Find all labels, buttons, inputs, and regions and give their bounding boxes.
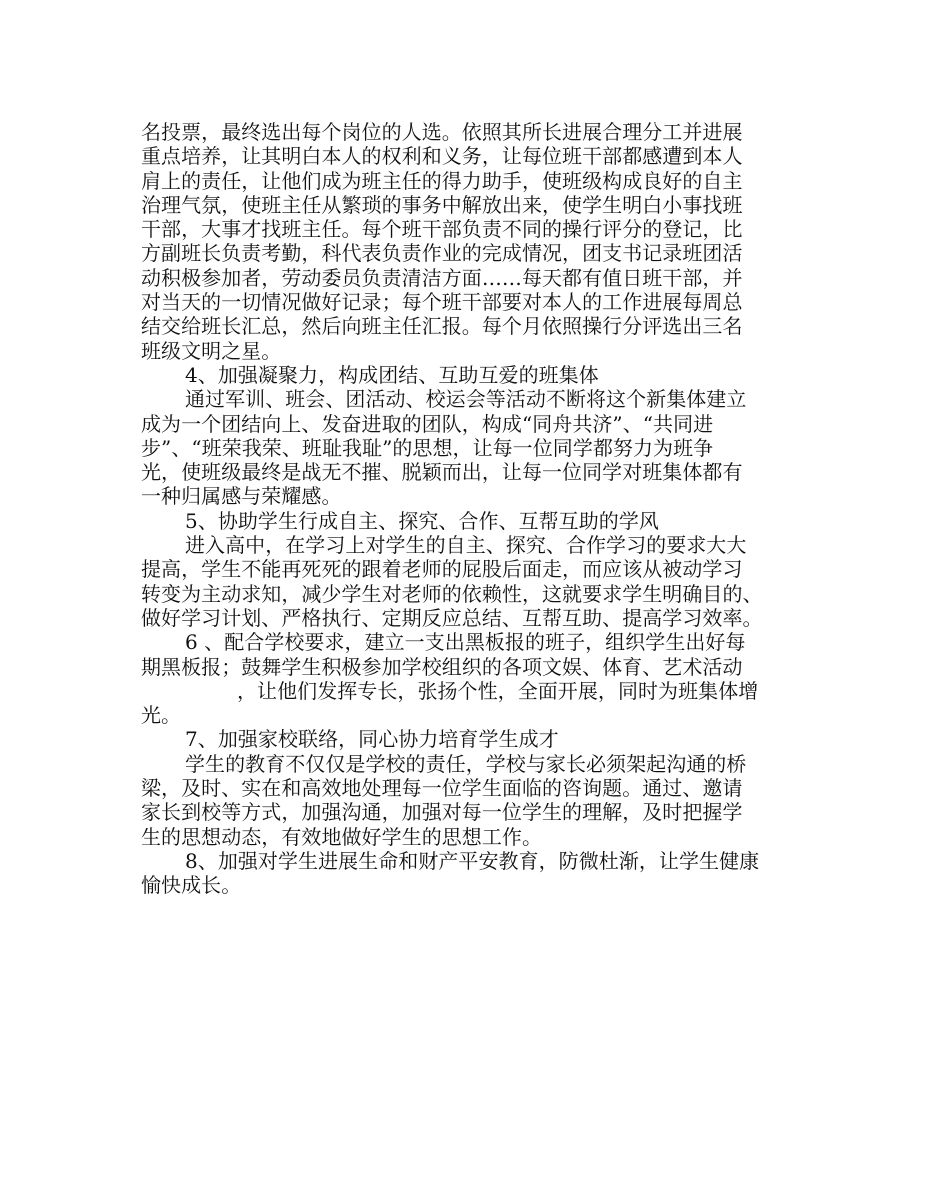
section-heading-5: 5、协助学生行成自主、探究、合作、互帮互助的学风 (185, 508, 659, 533)
text-line: 家长到校等方式，加强沟通，加强对每一位学生的理解，及时把握学 (141, 800, 743, 825)
text-line: 期黑板报；鼓舞学生积极参加学校组织的各项文娱、体育、艺术活动 (141, 654, 743, 679)
text-line: 学生的教育不仅仅是学校的责任，学校与家长必须架起沟通的桥 (185, 751, 747, 776)
text-line: 成为一个团结向上、发奋进取的团队，构成“同舟共济”、“共同进 (141, 411, 714, 436)
text-line: 方副班长负责考勤，科代表负责作业的完成情况，团支书记录班团活 (141, 241, 743, 266)
text-line-gapped (141, 679, 831, 703)
text-line: 一种归属感与荣耀感。 (141, 484, 342, 509)
section-heading-4: 4、加强凝聚力，构成团结、互助互爱的班集体 (185, 362, 599, 387)
section-heading-7: 7、加强家校联络，同心协力培育学生成才 (185, 727, 559, 752)
text-line: 名投票，最终选出每个岗位的人选。依照其所长进展合理分工并进展 (141, 120, 743, 144)
text-line: 光。 (141, 703, 182, 728)
text-line: 生的思想动态，有效地做好学生的思想工作。 (141, 824, 542, 849)
text-line: 做好学习计划、严格执行、定期反应总结、互帮互助、提高学习效率。 (141, 605, 763, 630)
text-line: 治理气氛，使班主任从繁琐的事务中解放出来，使学生明白小事找班 (141, 192, 743, 217)
text-line: 提高，学生不能再死死的跟着老师的屁股后面走，而应该从被动学习 (141, 557, 743, 582)
text-line: 肩上的责任，让他们成为班主任的得力助手，使班级构成良好的自主 (141, 168, 743, 193)
text-line: 结交给班长汇总，然后向班主任汇报。每个月依照操行分评选出三名 (141, 314, 743, 339)
text-line: 转变为主动求知，减少学生对老师的依赖性，这就要求学生明确目的、 (141, 581, 763, 606)
text-line: 通过军训、班会、团活动、校运会等活动不断将这个新集体建立 (185, 387, 747, 412)
text-line: 班级文明之星。 (141, 338, 282, 363)
text-line: 愉快成长。 (141, 873, 242, 898)
text-line: 重点培养，让其明白本人的权利和义务，让每位班干部都感遭到本人 (141, 144, 743, 169)
text-line: 对当天的一切情况做好记录；每个班干部要对本人的工作进展每周总 (141, 290, 743, 315)
section-heading-8: 8、加强对学生进展生命和财产平安教育，防微杜渐，让学生健康 (185, 848, 760, 873)
text-line: 进入高中，在学习上对学生的自主、探究、合作学习的要求大大 (185, 533, 747, 558)
section-heading-6: 6 、配合学校要求，建立一支出黑板报的班子，组织学生出好每 (185, 630, 746, 655)
text-line: 干部，大事才找班主任。每个班干部负责不同的操行评分的登记，比 (141, 217, 743, 242)
document-body (141, 120, 831, 898)
text-line: 光，使班级最终是战无不摧、脱颖而出，让每一位同学对班集体都有 (141, 460, 743, 485)
text-line: 动积极参加者，劳动委员负责清洁方面……每天都有值日班干部，并 (141, 265, 743, 290)
text-line: 步”、“班荣我荣、班耻我耻”的思想，让每一位同学都努力为班争 (141, 435, 714, 460)
text-line: 梁，及时、实在和高效地处理每一位学生面临的咨询题。通过、邀请 (141, 776, 743, 801)
text-line: ，让他们发挥专长，张扬个性，全面开展，同时为班集体增 (237, 678, 759, 703)
